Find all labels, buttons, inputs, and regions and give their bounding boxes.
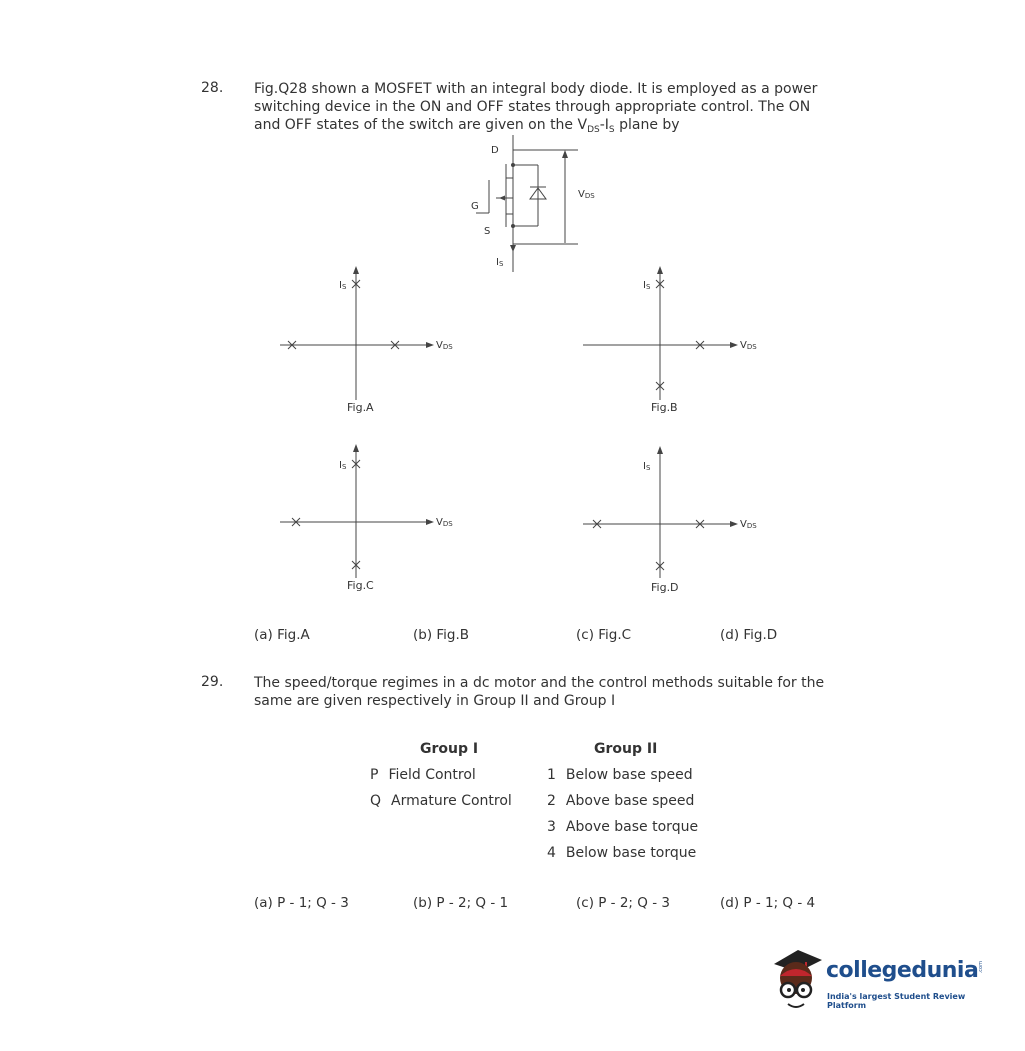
fig-c-y-label: IS <box>339 460 347 471</box>
q28-option-d[interactable]: (d) Fig.D <box>720 627 778 643</box>
fig-b-plot <box>575 260 775 420</box>
fig-a-plot <box>270 260 470 420</box>
logo-tagline: India's largest Student Review Platform <box>827 992 966 1010</box>
fig-d-caption: Fig.D <box>651 581 679 594</box>
gate-label: G <box>471 201 479 212</box>
fig-c-caption: Fig.C <box>347 579 374 592</box>
q28-line-2: switching device in the ON and OFF states through appropriate control. The ON <box>254 99 811 115</box>
q28-line-3: and OFF states of the switch are given on the $V_{DS}-I_S$ plane by <box>254 117 680 135</box>
source-label: S <box>484 226 491 237</box>
q28-option-b[interactable]: (b) Fig.B <box>413 627 470 643</box>
logo-dotcom: .com <box>978 961 984 974</box>
group-2-item-1: 1 Below base speed <box>547 767 693 783</box>
group-2-item-3: 3 Above base torque <box>547 819 699 835</box>
question-number-29: 29. <box>201 674 224 690</box>
fig-d-y-label: IS <box>643 461 651 472</box>
mosfet-circuit-diagram <box>455 135 595 275</box>
group-1-item-p: P Field Control <box>370 767 476 783</box>
q28-line-1: Fig.Q28 shown a MOSFET with an integral body diode. It is employed as a power <box>254 81 818 97</box>
group-2-header: Group II <box>594 741 658 757</box>
fig-a-caption: Fig.A <box>347 401 374 414</box>
q29-line-2: same are given respectively in Group II and Group I <box>254 693 616 709</box>
group-1-item-q: Q Armature Control <box>370 793 512 809</box>
q28-option-a[interactable]: (a) Fig.A <box>254 627 310 643</box>
question-29-text <box>254 674 854 710</box>
fig-d-x-label: VDS <box>740 519 757 530</box>
fig-c-plot <box>270 440 470 600</box>
q29-option-c[interactable]: (c) P - 2; Q - 3 <box>576 895 670 911</box>
group-2-item-4: 4 Below base torque <box>547 845 697 861</box>
fig-b-caption: Fig.B <box>651 401 678 414</box>
fig-a-x-label: VDS <box>436 340 453 351</box>
q29-option-a[interactable]: (a) P - 1; Q - 3 <box>254 895 349 911</box>
vds-label: VDS <box>578 189 595 200</box>
group-1-header: Group I <box>420 741 479 757</box>
q29-option-b[interactable]: (b) P - 2; Q - 1 <box>413 895 509 911</box>
fig-d-plot <box>575 440 775 600</box>
fig-b-y-label: IS <box>643 280 651 291</box>
fig-b-x-label: VDS <box>740 340 757 351</box>
fig-a-y-label: IS <box>339 280 347 291</box>
mascot-icon <box>766 942 826 1012</box>
logo-wordmark: collegedunia <box>826 958 979 983</box>
drain-label: D <box>491 145 499 156</box>
collegedunia-logo[interactable] <box>766 942 1006 1012</box>
q28-option-c[interactable]: (c) Fig.C <box>576 627 632 643</box>
fig-c-x-label: VDS <box>436 517 453 528</box>
question-number-28: 28. <box>201 80 224 96</box>
q29-line-1: The speed/torque regimes in a dc motor and the control methods suitable for the <box>254 675 825 691</box>
q29-option-d[interactable]: (d) P - 1; Q - 4 <box>720 895 816 911</box>
question-28-text <box>254 80 854 136</box>
is-label: IS <box>496 257 504 268</box>
group-2-item-2: 2 Above base speed <box>547 793 695 809</box>
